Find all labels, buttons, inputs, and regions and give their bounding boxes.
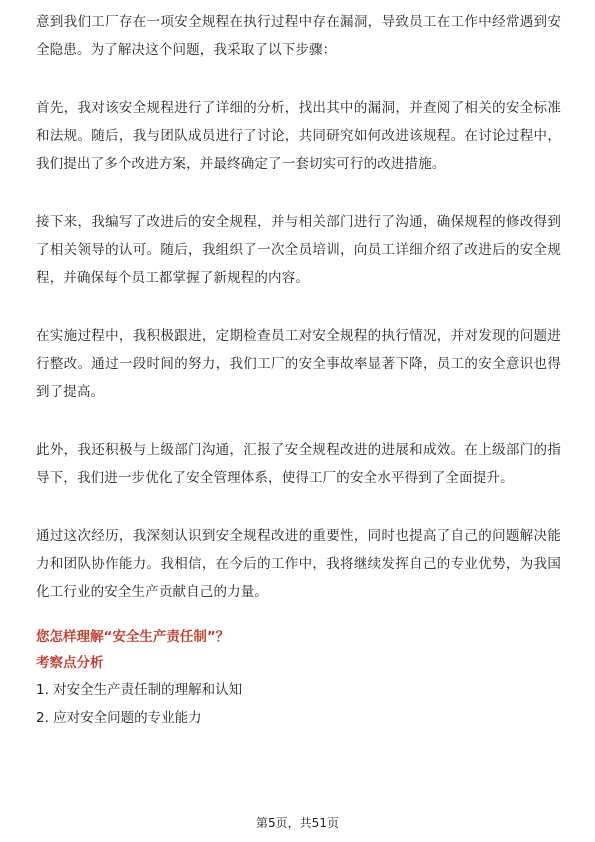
paragraph-intro-continued: 意到我们工厂存在一项安全规程在执行过程中存在漏洞，导致员工在工作中经常遇到安全隐患。为了解决这个问题，我采取了以下步骤： [36,14,561,58]
analysis-title: 考察点分析 [36,655,104,671]
question-heading: 您怎样理解“安全生产责任制”？ [36,629,230,645]
page-content [36,8,561,732]
paragraph-implementation: 在实施过程中，我积极跟进，定期检查员工对安全规程的执行情况，并对发现的问题进行整改。通过一段时间的努力，我们工厂的安全事故率显著下降，员工的安全意识也得到了提高。 [36,328,561,400]
analysis-point: 1. 对安全生产责任制的理解和认知 [36,682,243,698]
paragraph-next-step: 接下来，我编写了改进后的安全规程，并与相关部门进行了沟通，确保规程的修改得到了相关领导的认可。随后，我组织了一次全员培训，向员工详细介绍了改进后的安全规程，并确保每个员工都掌握了新规程的内容。 [36,214,561,286]
paragraph-first-step: 首先，我对该安全规程进行了详细的分析，找出其中的漏洞，并查阅了相关的安全标准和法规。随后，我与团队成员进行了讨论，共同研究如何改进该规程。在讨论过程中，我们提出了多个改进方案，并最终确定了一套切实可行的改进措施。 [36,100,561,172]
paragraph-conclusion: 通过这次经历，我深刻认识到安全规程改进的重要性，同时也提高了自己的问题解决能力和团队协作能力。我相信，在今后的工作中，我将继续发挥自己的专业优势，为我国化工行业的安全生产贡献自己的力量。 [36,528,561,600]
paragraph-reporting: 此外，我还积极与上级部门沟通，汇报了安全规程改进的进展和成效。在上级部门的指导下，我们进一步优化了安全管理体系，使得工厂的安全水平得到了全面提升。 [36,442,561,486]
analysis-point: 2. 应对安全问题的专业能力 [36,710,202,726]
page-number: 第5页，共51页 [256,816,339,830]
